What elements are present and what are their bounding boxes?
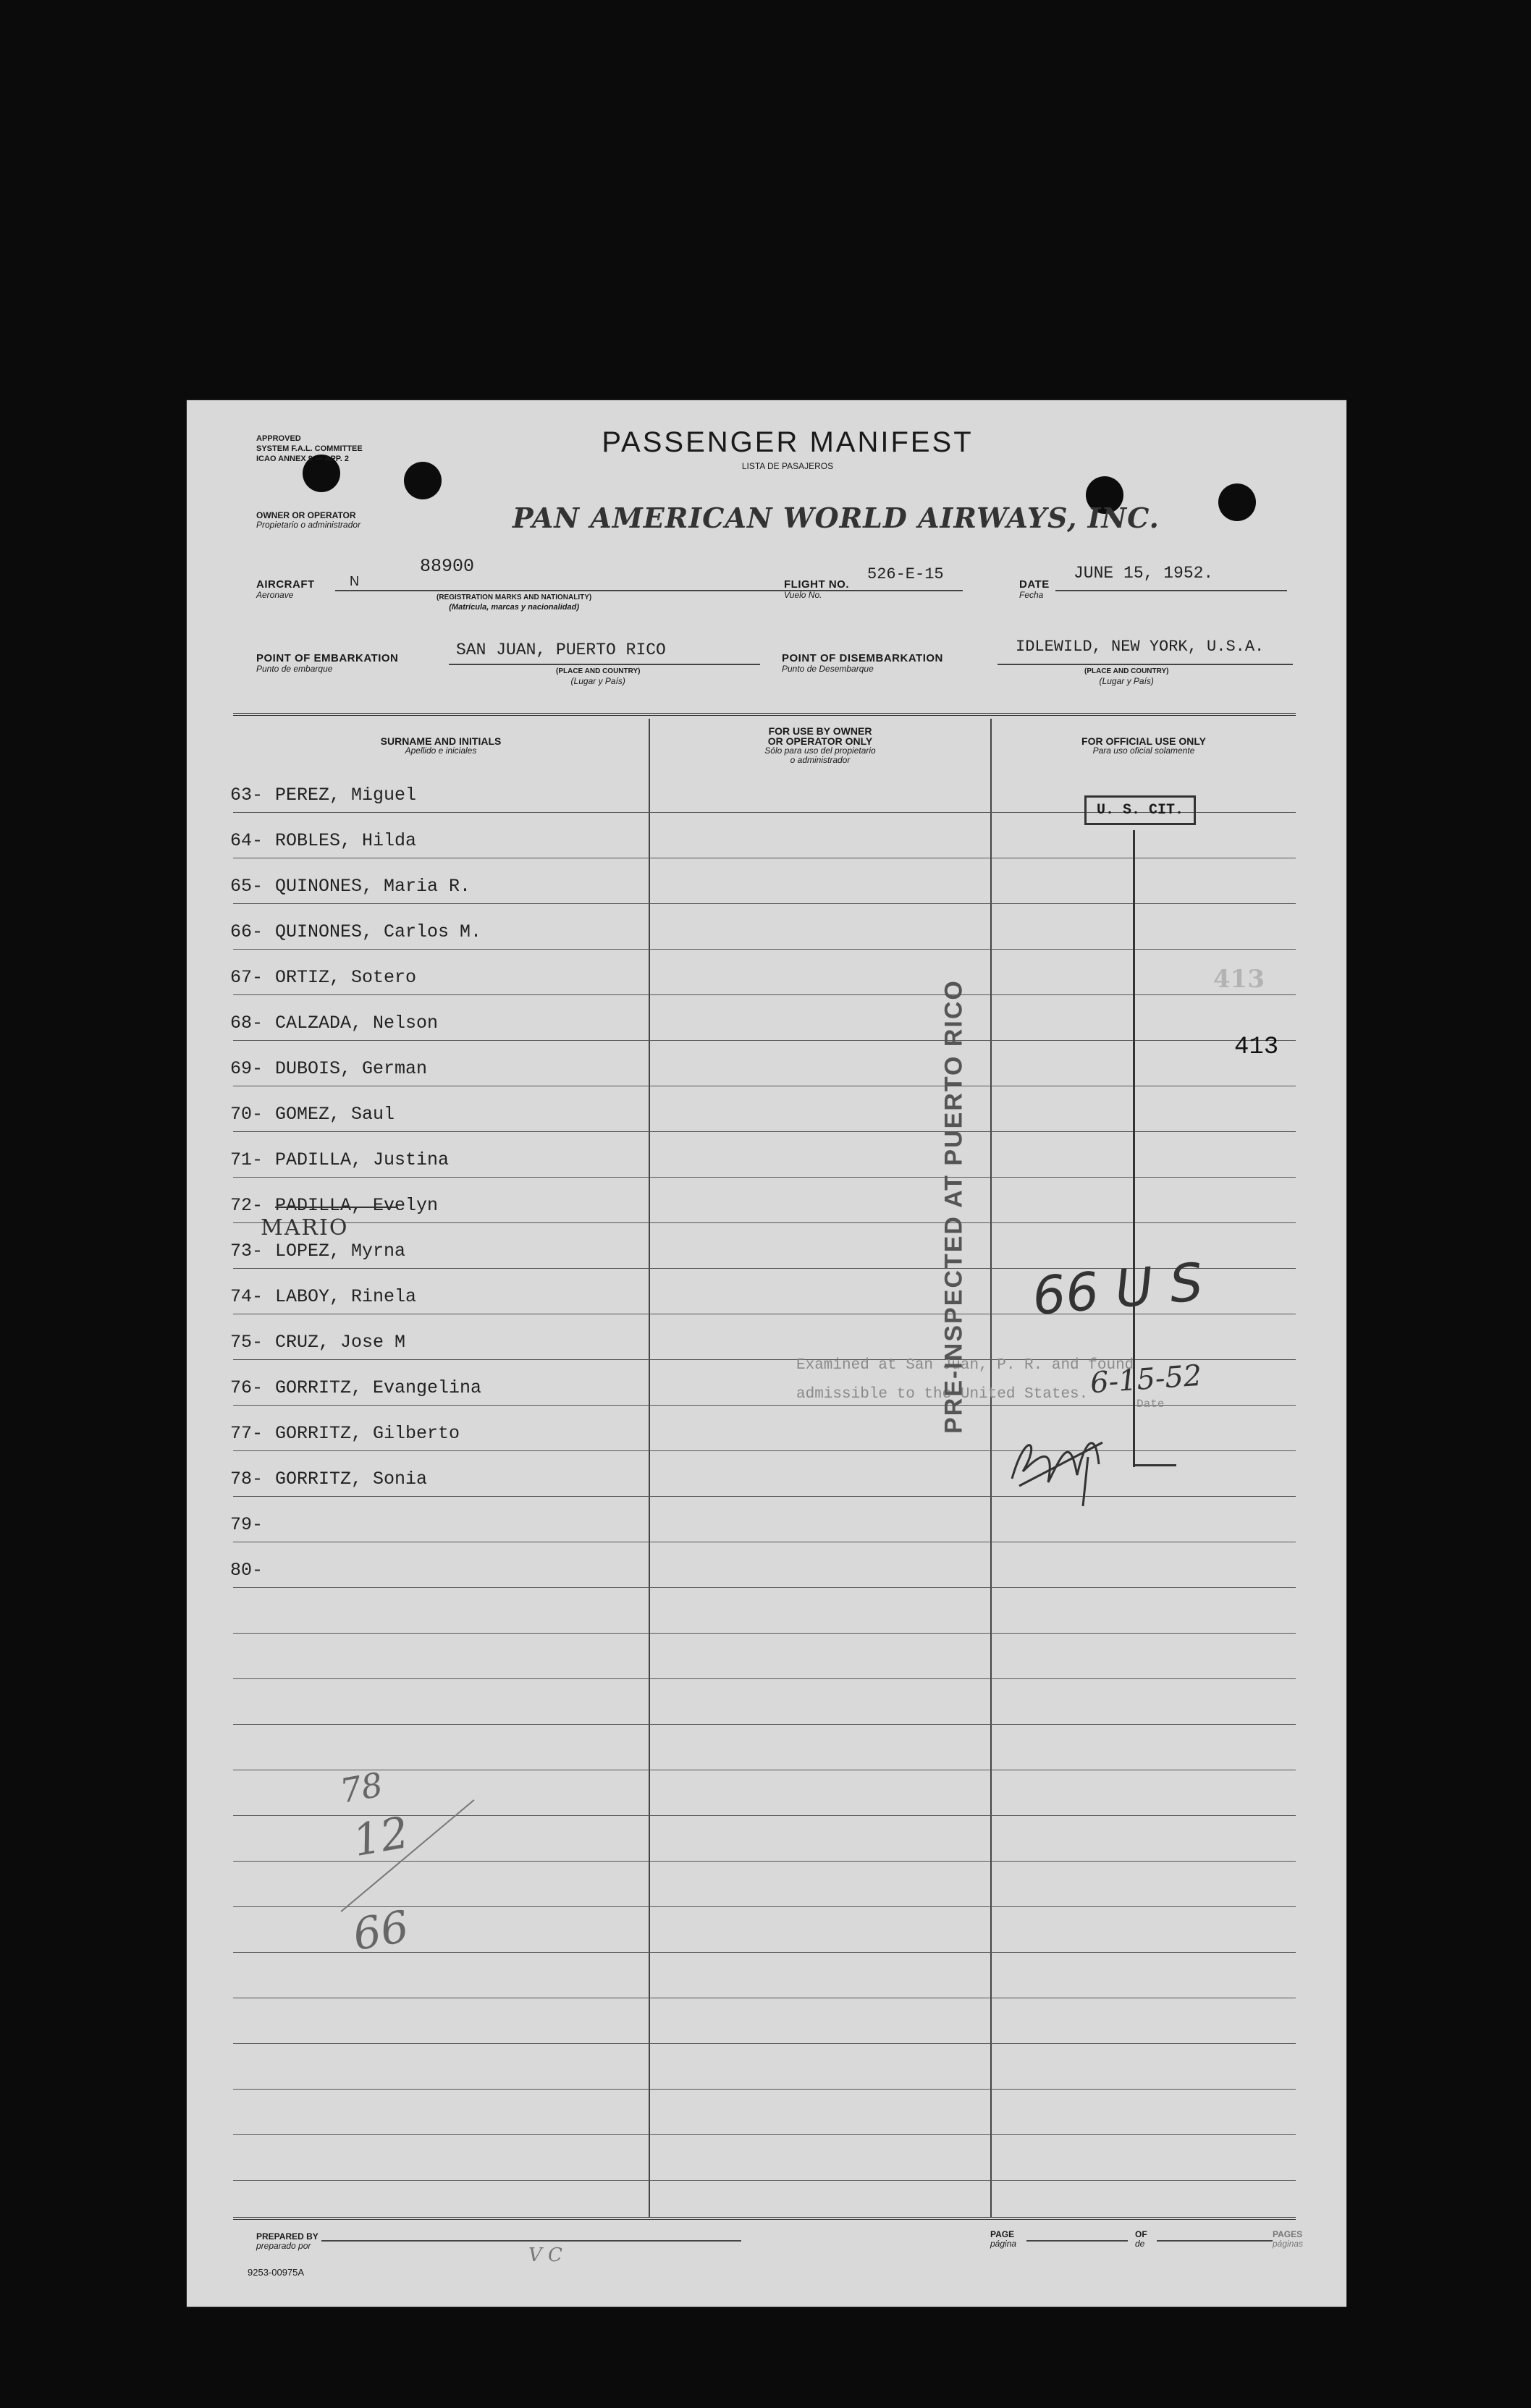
- disembark-place-note: [1084, 667, 1168, 686]
- passenger-name: GORRITZ, Sonia: [275, 1469, 428, 1490]
- passenger-name: GORRITZ, Evangelina: [275, 1377, 482, 1398]
- examined-line-1: Examined at San Juan, P. R. and found: [796, 1357, 1134, 1374]
- row-number: 78-: [230, 1469, 263, 1490]
- aircraft-label-es: Aeronave: [256, 590, 294, 600]
- col-header-names: [233, 736, 649, 756]
- passenger-name: LOPEZ, Myrna: [275, 1241, 406, 1262]
- col-header-owner-en: FOR USE BY OWNER: [768, 725, 872, 737]
- row-rule: [233, 1496, 1296, 1497]
- inspector-signature: [998, 1414, 1113, 1508]
- prepared-mark: V C: [528, 2244, 562, 2266]
- preinspected-stamp: PRE-INSPECTED AT PUERTO RICO: [940, 979, 968, 1434]
- row-number: 72-: [230, 1195, 263, 1216]
- passenger-name: GORRITZ, Gilberto: [275, 1423, 460, 1444]
- aircraft-prefix: N: [350, 574, 359, 588]
- of-label: OF: [1135, 2229, 1147, 2239]
- passenger-name: QUINONES, Carlos M.: [275, 921, 482, 942]
- row-number: 77-: [230, 1423, 263, 1444]
- prepared-label-block: [256, 2231, 319, 2251]
- page-underline: [1026, 2240, 1128, 2242]
- page-title: PASSENGER MANIFEST: [602, 426, 974, 458]
- date-stamp-label: Date: [1136, 1398, 1165, 1411]
- row-number: 69-: [230, 1058, 263, 1079]
- row-number: 67-: [230, 967, 263, 988]
- row-rule: [233, 1587, 1296, 1588]
- registration-note-es: (Matrícula, marcas y nacionalidad): [449, 603, 579, 612]
- row-rule: [233, 1131, 1296, 1132]
- passenger-name: GOMEZ, Saul: [275, 1104, 395, 1125]
- prepared-label: PREPARED BY: [256, 2231, 319, 2242]
- col-header-owner-en2: OR OPERATOR ONLY: [767, 735, 873, 747]
- us-citizen-stamp: U. S. CIT.: [1084, 795, 1196, 825]
- aircraft-label-block: [256, 578, 315, 600]
- date-label-es: Fecha: [1019, 590, 1044, 600]
- col-header-names-es: Apellido e iniciales: [405, 745, 477, 756]
- form-number: 9253-00975A: [248, 2267, 305, 2278]
- embark-place-note: [556, 667, 640, 686]
- owner-label-es: Propietario o administrador: [256, 520, 361, 530]
- row-rule: [233, 1861, 1296, 1862]
- row-number: 75-: [230, 1332, 263, 1353]
- embark-place-note-en: (PLACE AND COUNTRY): [556, 667, 641, 675]
- approval-line: ICAO ANNEX 9 — APP. 2: [256, 455, 349, 463]
- row-rule: [233, 2043, 1296, 2044]
- row-rule: [233, 949, 1296, 950]
- pages-label: PAGES: [1273, 2229, 1303, 2239]
- of-label-block: [1135, 2229, 1147, 2249]
- handwritten-correction: MARIO: [261, 1215, 349, 1241]
- date-label-block: [1019, 578, 1050, 600]
- row-number: 65-: [230, 876, 263, 897]
- row-number: 73-: [230, 1241, 263, 1262]
- footer-rule: [233, 2217, 1296, 2220]
- col-header-names-en: SURNAME AND INITIALS: [380, 735, 502, 747]
- row-rule: [233, 1633, 1296, 1634]
- disembark-label-block: [782, 652, 943, 674]
- row-rule: [233, 1359, 1296, 1360]
- row-rule: [233, 2180, 1296, 2181]
- embark-label-block: [256, 652, 398, 674]
- passenger-name: LABOY, Rinela: [275, 1286, 417, 1307]
- row-number: 74-: [230, 1286, 263, 1307]
- row-number: 71-: [230, 1149, 263, 1170]
- date-value: JUNE 15, 1952.: [1074, 564, 1214, 583]
- row-rule: [233, 2089, 1296, 2090]
- col-header-official-es: Para uso oficial solamente: [1092, 745, 1195, 756]
- column-divider: [649, 719, 650, 2217]
- flight-label: FLIGHT NO.: [784, 578, 849, 591]
- strikethrough-mark: [275, 1207, 398, 1208]
- embark-value: SAN JUAN, PUERTO RICO: [456, 641, 666, 659]
- row-rule: [233, 1450, 1296, 1451]
- passenger-name: QUINONES, Maria R.: [275, 876, 471, 897]
- margin-note-mid: 12: [349, 1807, 413, 1867]
- owner-label-block: [256, 510, 360, 530]
- approval-block: [256, 434, 363, 464]
- flight-value: 526-E-15: [867, 565, 944, 583]
- passenger-name: PADILLA, Evelyn: [275, 1195, 439, 1216]
- row-rule: [233, 2134, 1296, 2135]
- prepared-label-es: preparado por: [256, 2241, 311, 2251]
- aircraft-label: AIRCRAFT: [256, 578, 315, 591]
- row-number: 70-: [230, 1104, 263, 1125]
- passenger-name: PEREZ, Miguel: [275, 785, 417, 806]
- row-number: 80-: [230, 1560, 263, 1581]
- disembark-label: POINT OF DISEMBARKATION: [782, 652, 943, 664]
- flight-underline: [861, 590, 963, 591]
- embark-label: POINT OF EMBARKATION: [256, 652, 399, 664]
- aircraft-value: 88900: [420, 556, 475, 577]
- margin-note-bottom: 66: [349, 1901, 413, 1961]
- row-number: 63-: [230, 785, 263, 806]
- page-label-block: [990, 2229, 1016, 2249]
- official-number: 413: [1234, 1034, 1279, 1061]
- owner-label: OWNER OR OPERATOR: [256, 510, 356, 520]
- approval-line: APPROVED: [256, 434, 301, 443]
- row-number: 66-: [230, 921, 263, 942]
- handwritten-count: 66 U S: [1029, 1251, 1206, 1327]
- date-label: DATE: [1019, 578, 1050, 591]
- punch-hole: [404, 462, 442, 499]
- pages-label-block: [1273, 2229, 1303, 2249]
- embark-label-es: Punto de embarque: [256, 664, 333, 674]
- col-header-owner: [650, 726, 990, 765]
- passenger-name: DUBOIS, German: [275, 1058, 428, 1079]
- row-rule: [233, 1724, 1296, 1725]
- disembark-value: IDLEWILD, NEW YORK, U.S.A.: [1016, 638, 1265, 656]
- disembark-label-es: Punto de Desembarque: [782, 664, 874, 674]
- passenger-name: CALZADA, Nelson: [275, 1013, 439, 1034]
- passenger-name: PADILLA, Justina: [275, 1149, 450, 1170]
- row-rule: [233, 1222, 1296, 1223]
- page-label-es: página: [990, 2239, 1017, 2249]
- row-rule: [233, 1678, 1296, 1679]
- pages-label-es: páginas: [1273, 2239, 1304, 2249]
- disembark-place-note-en: (PLACE AND COUNTRY): [1084, 667, 1169, 675]
- page-label: PAGE: [990, 2229, 1015, 2239]
- margin-note-top: 78: [337, 1765, 386, 1811]
- embark-place-note-es: (Lugar y País): [570, 676, 625, 686]
- airline-name: PAN AMERICAN WORLD AIRWAYS, INC.: [513, 502, 1160, 534]
- examined-line-2: admissible to the United States.: [796, 1386, 1089, 1403]
- bracket-foot: [1133, 1464, 1176, 1466]
- flight-label-es: Vuelo No.: [784, 590, 822, 600]
- row-rule: [233, 903, 1296, 904]
- passenger-name: ROBLES, Hilda: [275, 830, 417, 851]
- col-header-owner-es: Sólo para uso del propietario: [764, 745, 876, 756]
- col-header-official-en: FOR OFFICIAL USE ONLY: [1081, 735, 1206, 747]
- passenger-name: CRUZ, Jose M: [275, 1332, 406, 1353]
- manifest-sheet: [187, 400, 1346, 2307]
- row-number: 76-: [230, 1377, 263, 1398]
- disembark-place-note-es: (Lugar y País): [1099, 676, 1154, 686]
- row-number: 79-: [230, 1514, 263, 1535]
- punch-hole: [1218, 483, 1256, 521]
- flight-label-block: [784, 578, 849, 600]
- disembark-underline: [998, 664, 1293, 665]
- of-label-es: de: [1135, 2239, 1145, 2249]
- approval-line: SYSTEM F.A.L. COMMITTEE: [256, 444, 363, 453]
- handwritten-date: 6-15-52: [1089, 1359, 1203, 1401]
- column-divider: [990, 719, 992, 2217]
- embark-underline: [449, 664, 760, 665]
- row-rule: [233, 1040, 1296, 1041]
- row-rule: [233, 1177, 1296, 1178]
- table-top-rule: [233, 713, 1296, 716]
- of-underline: [1157, 2240, 1273, 2242]
- col-header-official: [992, 736, 1296, 756]
- date-underline: [1055, 590, 1287, 591]
- page-subtitle: LISTA DE PASAJEROS: [741, 461, 834, 471]
- row-number: 64-: [230, 830, 263, 851]
- faint-number: 413: [1213, 965, 1265, 994]
- passenger-name: ORTIZ, Sotero: [275, 967, 417, 988]
- row-number: 68-: [230, 1013, 263, 1034]
- col-header-owner-es2: o administrador: [790, 755, 851, 765]
- registration-note-en: (REGISTRATION MARKS AND NATIONALITY): [436, 593, 592, 601]
- row-rule: [233, 994, 1296, 995]
- registration-note: [436, 593, 591, 612]
- prepared-underline: [321, 2240, 741, 2242]
